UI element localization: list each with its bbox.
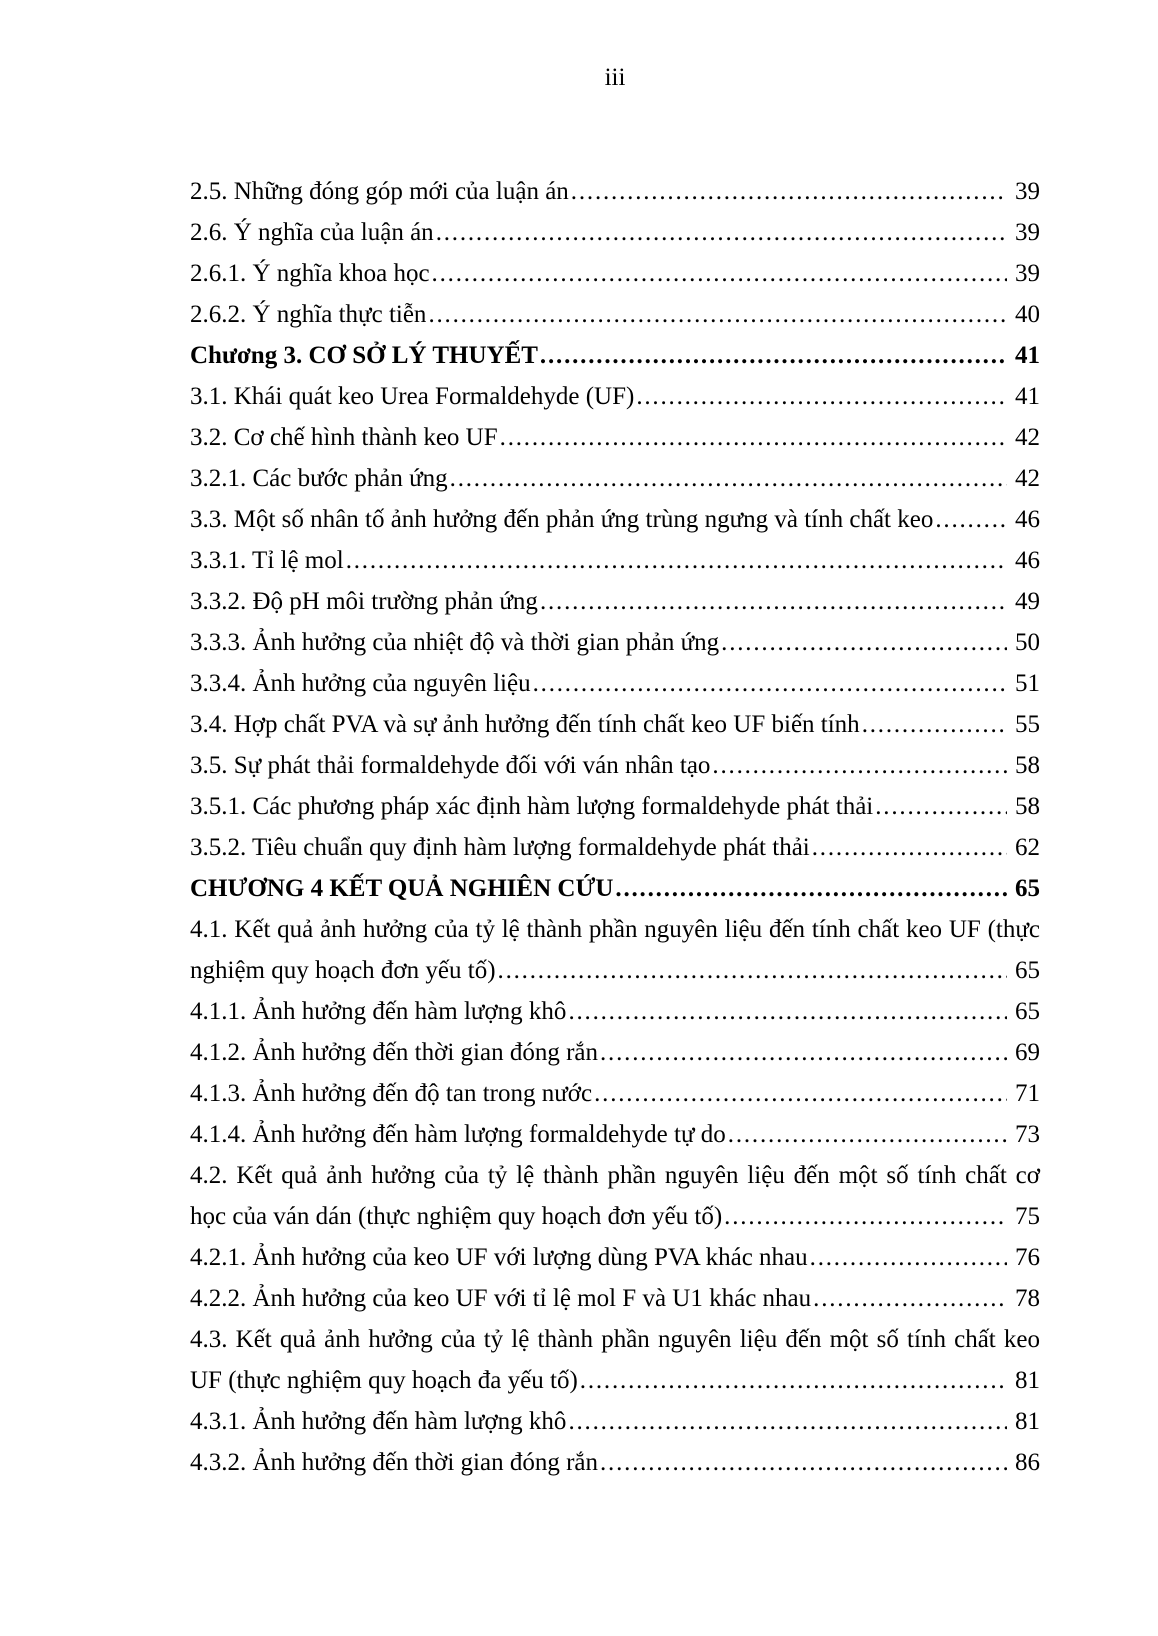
dot-leader (533, 663, 1007, 704)
toc-entry-label: 3.5.1. Các phương pháp xác định hàm lượng formaldehyde phát thải (190, 793, 874, 820)
dot-leader (812, 827, 1007, 868)
toc-entry-label: 4.1.4. Ảnh hưởng đến hàm lượng formaldehyde tự do (190, 1121, 726, 1148)
toc-entry-label: 3.5. Sự phát thải formaldehyde đối với ván nhân tạo (190, 752, 711, 779)
toc-entry (190, 786, 1040, 827)
page-number-folio: iii (604, 64, 626, 91)
toc-entry (190, 1237, 1040, 1278)
toc-entry-page-number: 62 (1015, 834, 1040, 861)
toc-entry (190, 253, 1040, 294)
toc-entry (190, 909, 1040, 991)
dot-leader (568, 991, 1007, 1032)
toc-entry-label: 2.5. Những đóng góp mới của luận án (190, 178, 569, 205)
toc-entry-page-number: 50 (1015, 629, 1040, 656)
toc-entry-row (190, 1401, 1040, 1442)
toc-entry-page-number: 75 (1015, 1203, 1040, 1230)
toc-entry-page-number: 39 (1015, 260, 1040, 287)
toc-entry-label: 3.2. Cơ chế hình thành keo UF (190, 424, 498, 451)
table-of-contents (190, 171, 1040, 1483)
toc-entry (190, 1278, 1040, 1319)
toc-entry-row (190, 294, 1040, 335)
toc-entry-label: 4.1.2. Ảnh hưởng đến thời gian đóng rắn (190, 1039, 598, 1066)
toc-entry-page-number: 81 (1015, 1408, 1040, 1435)
dot-leader (580, 1360, 1007, 1401)
toc-entry-label: 2.6. Ý nghĩa của luận án (190, 219, 434, 246)
toc-entry-label: 3.3.2. Độ pH môi trường phản ứng (190, 588, 538, 615)
toc-entry-label: 4.2.2. Ảnh hưởng của keo UF với tỉ lệ mol F và U1 khác nhau (190, 1285, 812, 1312)
dot-leader (571, 171, 1007, 212)
toc-entry-label: 3.5.2. Tiêu chuẩn quy định hàm lượng formaldehyde phát thải (190, 834, 810, 861)
dot-leader (862, 704, 1007, 745)
toc-entry-label: 3.3.1. Tỉ lệ mol (190, 547, 344, 574)
toc-entry-page-number: 41 (1015, 383, 1040, 410)
toc-entry-label: 3.1. Khái quát keo Urea Formaldehyde (UF) (190, 383, 635, 410)
toc-entry (190, 540, 1040, 581)
toc-entry (190, 663, 1040, 704)
toc-entry-row (190, 1196, 1040, 1237)
toc-entry-row (190, 458, 1040, 499)
toc-entry-row (190, 1073, 1040, 1114)
toc-entry-page-number: 65 (1015, 998, 1040, 1025)
toc-entry (190, 1114, 1040, 1155)
toc-entry-page-number: 42 (1015, 424, 1040, 451)
toc-entry (190, 581, 1040, 622)
toc-entry-page-number: 49 (1015, 588, 1040, 615)
dot-leader (540, 335, 1007, 376)
toc-entry-row (190, 1114, 1040, 1155)
toc-entry-page-number: 51 (1015, 670, 1040, 697)
toc-entry-first-line: 4.2. Kết quả ảnh hưởng của tỷ lệ thành phần nguyên liệu đến một số tính chất cơ (190, 1162, 1040, 1189)
toc-entry (190, 335, 1040, 376)
toc-entry-page-number: 55 (1015, 711, 1040, 738)
toc-entry-row (190, 253, 1040, 294)
toc-entry-label: UF (thực nghiệm quy hoạch đa yếu tố) (190, 1367, 578, 1394)
toc-entry (190, 376, 1040, 417)
dot-leader (728, 1114, 1007, 1155)
toc-entry-row (190, 171, 1040, 212)
toc-entry-page-number: 71 (1015, 1080, 1040, 1107)
toc-entry-page-number: 58 (1015, 752, 1040, 779)
toc-entry (190, 458, 1040, 499)
dot-leader (810, 1237, 1007, 1278)
dot-leader (600, 1032, 1007, 1073)
toc-entry-row (190, 1278, 1040, 1319)
toc-entry-label: nghiệm quy hoạch đơn yếu tố) (190, 957, 496, 984)
dot-leader (615, 868, 1007, 909)
toc-entry-label: 4.1.1. Ảnh hưởng đến hàm lượng khô (190, 998, 567, 1025)
toc-entry-page-number: 42 (1015, 465, 1040, 492)
toc-entry (190, 417, 1040, 458)
toc-entry-page-number: 39 (1015, 219, 1040, 246)
toc-entry (190, 171, 1040, 212)
toc-entry-label: 4.1.3. Ảnh hưởng đến độ tan trong nước (190, 1080, 593, 1107)
toc-entry-page-number: 41 (1015, 342, 1040, 369)
toc-entry-page-number: 46 (1015, 506, 1040, 533)
toc-entry-row (190, 663, 1040, 704)
toc-entry-label: 4.2.1. Ảnh hưởng của keo UF với lượng dùng PVA khác nhau (190, 1244, 808, 1271)
toc-entry-label: 3.3. Một số nhân tố ảnh hưởng đến phản ứng trùng ngưng và tính chất keo (190, 506, 934, 533)
toc-entry-page-number: 46 (1015, 547, 1040, 574)
toc-entry-row (190, 868, 1040, 909)
dot-leader (568, 1401, 1007, 1442)
toc-entry-row (190, 1032, 1040, 1073)
dot-leader (813, 1278, 1007, 1319)
dot-leader (712, 745, 1007, 786)
toc-entry (190, 212, 1040, 253)
toc-entry (190, 1032, 1040, 1073)
toc-entry-row (190, 540, 1040, 581)
toc-entry-page-number: 78 (1015, 1285, 1040, 1312)
toc-entry (190, 868, 1040, 909)
toc-entry-label: 3.2.1. Các bước phản ứng (190, 465, 448, 492)
toc-entry-page-number: 81 (1015, 1367, 1040, 1394)
toc-entry-page-number: 86 (1015, 1449, 1040, 1476)
toc-entry (190, 991, 1040, 1032)
toc-entry-row (190, 786, 1040, 827)
toc-entry (190, 1319, 1040, 1401)
toc-entry (190, 1155, 1040, 1237)
toc-entry-label: 3.3.4. Ảnh hưởng của nguyên liệu (190, 670, 531, 697)
toc-entry (190, 827, 1040, 868)
toc-entry-row (190, 335, 1040, 376)
dot-leader (600, 1442, 1007, 1483)
dot-leader (450, 458, 1007, 499)
toc-entry-label: 4.3.1. Ảnh hưởng đến hàm lượng khô (190, 1408, 567, 1435)
toc-entry-row (190, 1237, 1040, 1278)
toc-entry-page-number: 69 (1015, 1039, 1040, 1066)
dot-leader (724, 1196, 1007, 1237)
toc-entry-row (190, 417, 1040, 458)
dot-leader (436, 212, 1007, 253)
dot-leader (540, 581, 1007, 622)
toc-entry-page-number: 65 (1015, 875, 1040, 902)
toc-entry-row (190, 704, 1040, 745)
toc-entry-label: Chương 3. CƠ SỞ LÝ THUYẾT (190, 342, 538, 369)
toc-entry-page-number: 76 (1015, 1244, 1040, 1271)
toc-entry (190, 1073, 1040, 1114)
dot-leader (500, 417, 1007, 458)
toc-entry-page-number: 40 (1015, 301, 1040, 328)
toc-entry (190, 1442, 1040, 1483)
toc-entry (190, 499, 1040, 540)
toc-entry-page-number: 39 (1015, 178, 1040, 205)
dot-leader (875, 786, 1007, 827)
toc-entry (190, 745, 1040, 786)
toc-entry-label: CHƯƠNG 4 KẾT QUẢ NGHIÊN CỨU (190, 875, 614, 902)
dot-leader (594, 1073, 1007, 1114)
toc-entry (190, 622, 1040, 663)
dot-leader (935, 499, 1007, 540)
toc-entry-row (190, 212, 1040, 253)
toc-entry-row (190, 827, 1040, 868)
toc-entry (190, 1401, 1040, 1442)
toc-entry-row (190, 499, 1040, 540)
toc-entry-page-number: 73 (1015, 1121, 1040, 1148)
toc-entry-first-line: 4.1. Kết quả ảnh hưởng của tỷ lệ thành phần nguyên liệu đến tính chất keo UF (thực (190, 916, 1040, 943)
toc-entry-row (190, 622, 1040, 663)
toc-entry-label: 3.4. Hợp chất PVA và sự ảnh hưởng đến tính chất keo UF biến tính (190, 711, 860, 738)
toc-entry-label: 2.6.1. Ý nghĩa khoa học (190, 260, 430, 287)
dot-leader (428, 294, 1007, 335)
toc-entry-page-number: 58 (1015, 793, 1040, 820)
toc-entry-row (190, 950, 1040, 991)
toc-entry-row (190, 376, 1040, 417)
toc-entry-first-line: 4.3. Kết quả ảnh hưởng của tỷ lệ thành phần nguyên liệu đến một số tính chất keo (190, 1326, 1040, 1353)
toc-entry (190, 294, 1040, 335)
toc-entry-label: 2.6.2. Ý nghĩa thực tiễn (190, 301, 427, 328)
toc-entry-page-number: 65 (1015, 957, 1040, 984)
toc-entry-row (190, 745, 1040, 786)
toc-entry-row (190, 991, 1040, 1032)
toc-entry-label: học của ván dán (thực nghiệm quy hoạch đơn yếu tố) (190, 1203, 723, 1230)
toc-entry-row (190, 1442, 1040, 1483)
dot-leader (498, 950, 1007, 991)
toc-entry (190, 704, 1040, 745)
toc-entry-label: 4.3.2. Ảnh hưởng đến thời gian đóng rắn (190, 1449, 598, 1476)
toc-entry-row (190, 581, 1040, 622)
toc-entry-label: 3.3.3. Ảnh hưởng của nhiệt độ và thời gian phản ứng (190, 629, 720, 656)
dot-leader (432, 253, 1007, 294)
dot-leader (721, 622, 1007, 663)
dot-leader (346, 540, 1007, 581)
dot-leader (636, 376, 1007, 417)
toc-entry-row (190, 1360, 1040, 1401)
